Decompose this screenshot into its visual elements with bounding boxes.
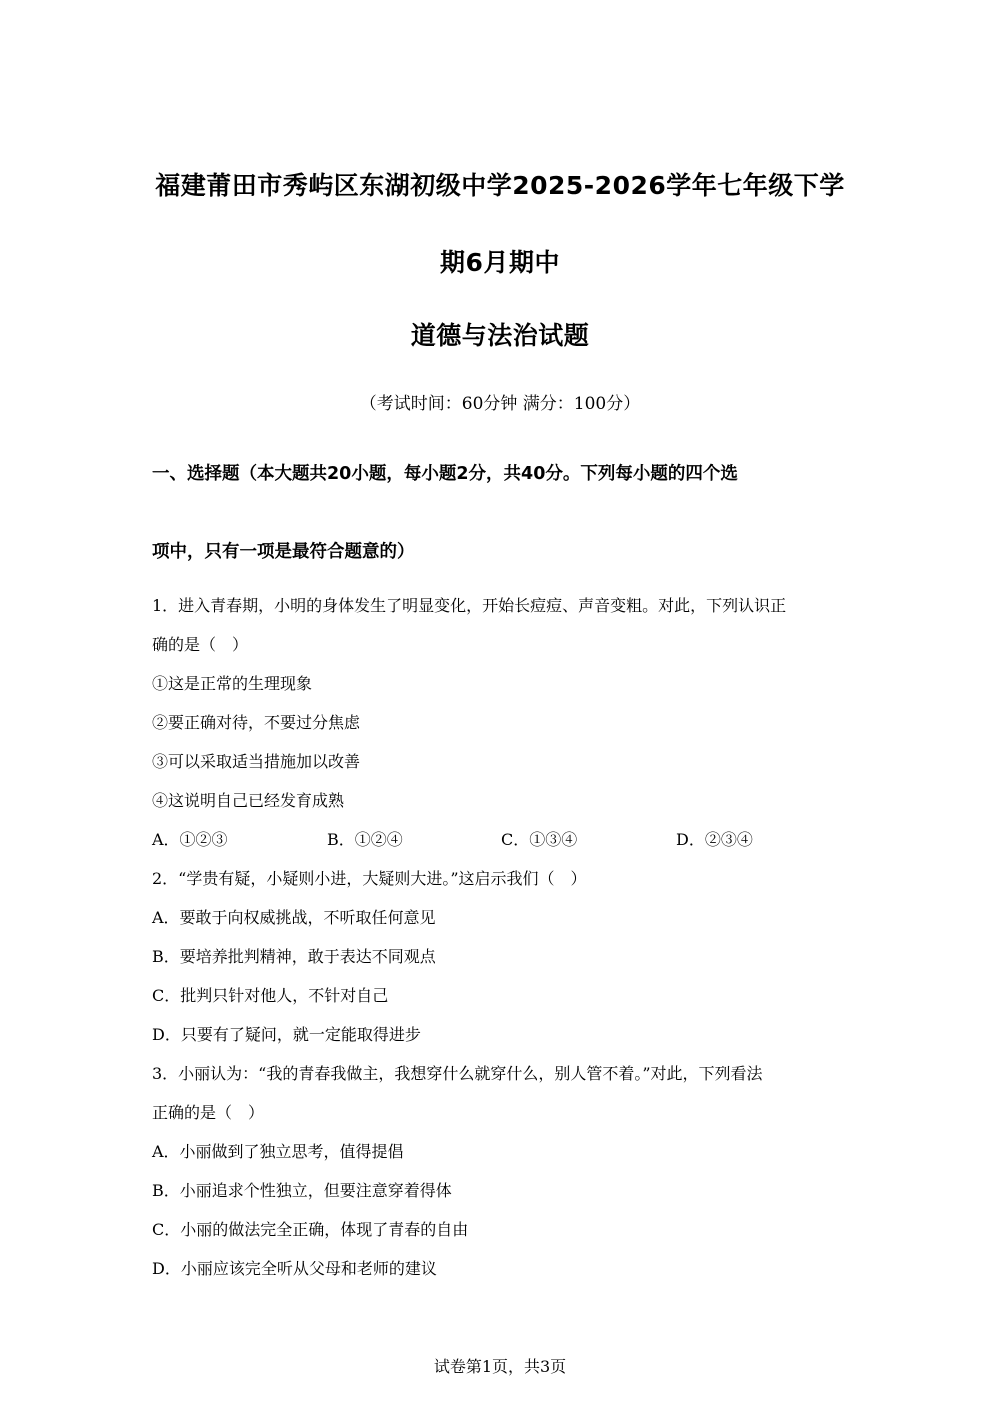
answer-option-a: A．①②③ [152,830,228,849]
answer-option-b: B．小丽追求个性独立，但要注意穿着得体 [152,1181,452,1200]
answer-option-b: B．①②④ [327,830,403,849]
statement-item: ③可以采取适当措施加以改善 [152,752,361,771]
question-stem-line: 3．小丽认为：“我的青春我做主，我想穿什么就穿什么，别人管不着。”对此，下列看法 [152,1064,763,1083]
section-heading-line-2: 项中，只有一项是最符合题意的） [152,542,415,562]
statement-item: ②要正确对待，不要过分焦虑 [152,713,361,732]
exam-title-line-1: 福建莆田市秀屿区东湖初级中学2025-2026学年七年级下学 [155,171,845,200]
exam-title-line-2: 期6月期中 [440,248,560,277]
answer-option-a: A．要敢于向权威挑战，不听取任何意见 [152,908,436,927]
subject-title: 道德与法治试题 [410,321,590,350]
answer-option-d: D．只要有了疑问，就一定能取得进步 [152,1025,421,1044]
question-stem-line: 正确的是（ ） [152,1103,265,1122]
page-footer: 试卷第1页，共3页 [433,1357,567,1376]
answer-option-d: D．②③④ [676,830,753,849]
question-stem-line: 确的是（ ） [152,635,249,654]
question-stem-line: 2．“学贵有疑，小疑则小进，大疑则大进。”这启示我们（ ） [152,869,587,888]
answer-option-a: A．小丽做到了独立思考，值得提倡 [152,1142,404,1161]
section-heading-line-1: 一、选择题（本大题共20小题，每小题2分，共40分。下列每小题的四个选 [152,464,738,484]
answer-option-c: C．批判只针对他人，不针对自己 [152,986,389,1005]
question-stem-line: 1．进入青春期，小明的身体发生了明显变化，开始长痘痘、声音变粗。对此，下列认识正 [152,596,787,615]
answer-option-c: C．①③④ [501,830,578,849]
exam-info: （考试时间：60分钟 满分：100分） [359,394,641,414]
statement-item: ④这说明自己已经发育成熟 [152,791,345,810]
answer-option-c: C．小丽的做法完全正确，体现了青春的自由 [152,1220,469,1239]
answer-option-d: D．小丽应该完全听从父母和老师的建议 [152,1259,437,1278]
answer-option-b: B．要培养批判精神，敢于表达不同观点 [152,947,436,966]
statement-item: ①这是正常的生理现象 [152,674,313,693]
